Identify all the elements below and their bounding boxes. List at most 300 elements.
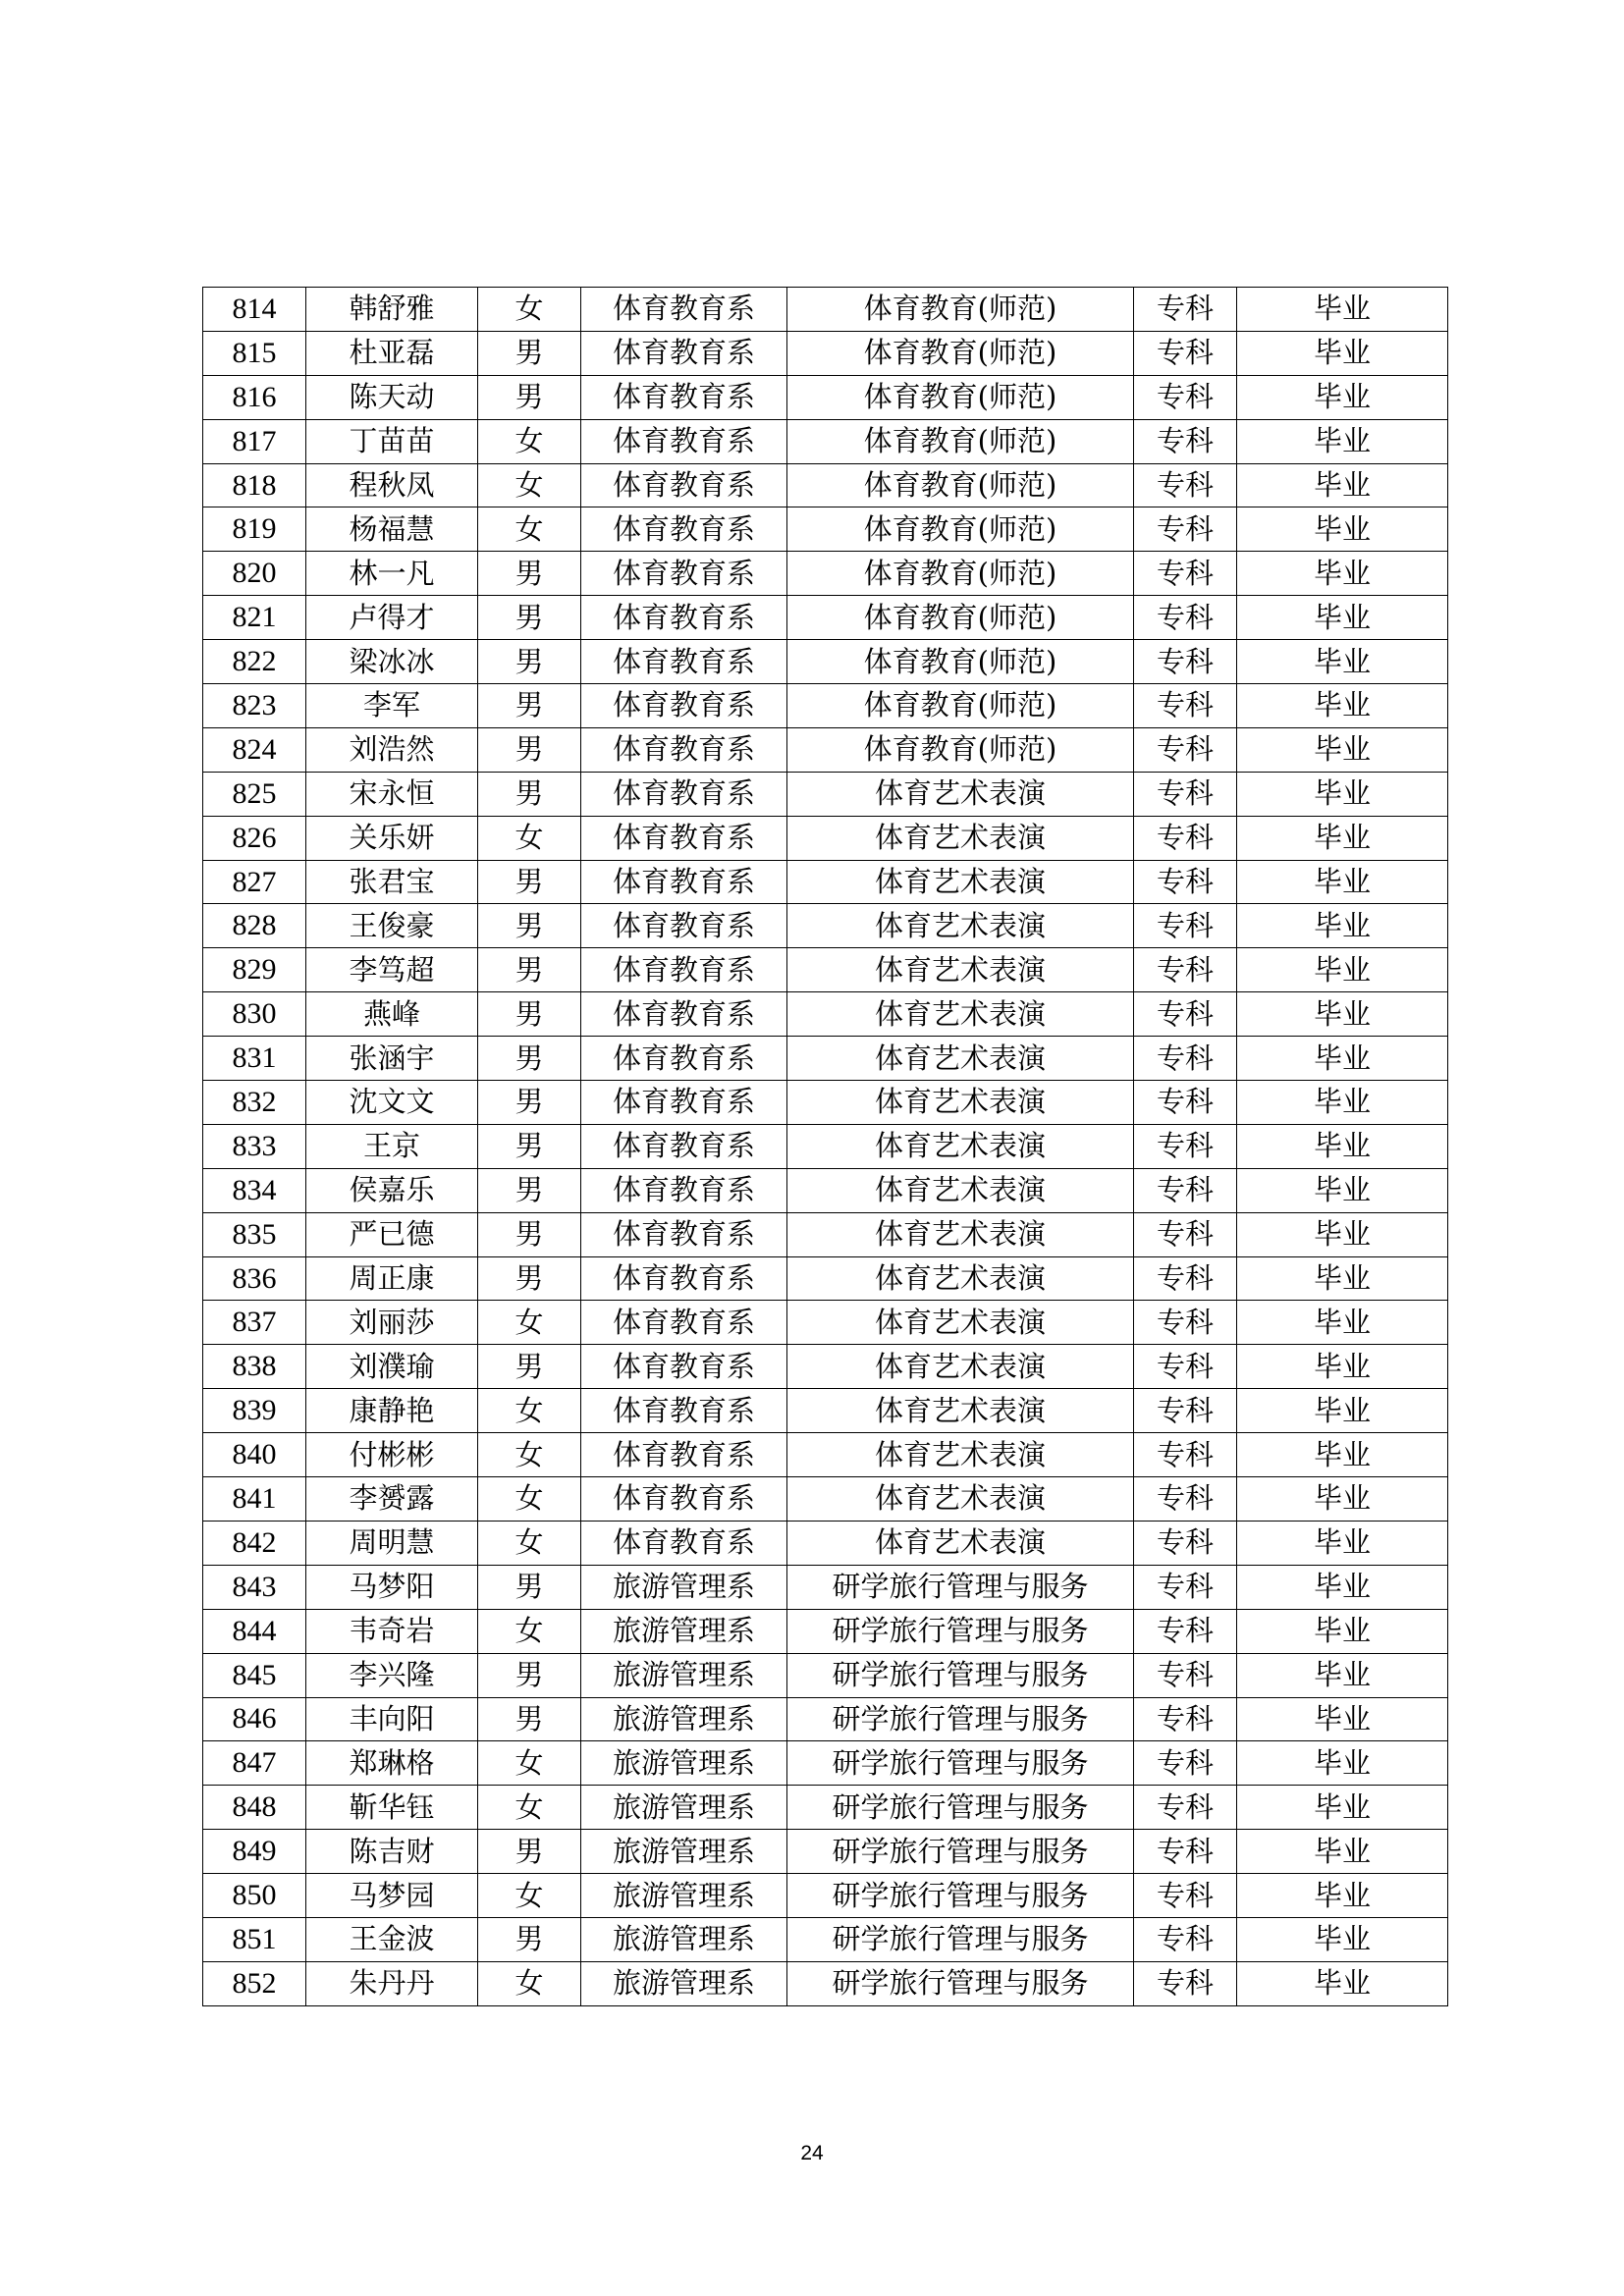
graduation-status-cell: 毕业: [1237, 1124, 1448, 1168]
education-level-cell: 专科: [1134, 375, 1237, 419]
student-name-cell: 刘濮瑜: [306, 1345, 478, 1389]
gender-cell: 男: [478, 860, 581, 904]
major-cell: 体育教育(师范): [787, 596, 1134, 640]
table-row: [203, 552, 1448, 596]
table-row: [203, 860, 1448, 904]
department-cell: 旅游管理系: [581, 1697, 787, 1741]
student-name-cell: 侯嘉乐: [306, 1168, 478, 1212]
table-row: [203, 507, 1448, 552]
graduation-status-cell: 毕业: [1237, 1786, 1448, 1830]
student-name-cell: 刘丽莎: [306, 1301, 478, 1345]
graduation-status-cell: 毕业: [1237, 1830, 1448, 1874]
gender-cell: 女: [478, 1961, 581, 2005]
student-number-cell: 814: [203, 288, 306, 332]
graduation-status-cell: 毕业: [1237, 552, 1448, 596]
student-name-cell: 严已德: [306, 1212, 478, 1256]
education-level-cell: 专科: [1134, 1874, 1237, 1918]
department-cell: 体育教育系: [581, 1389, 787, 1433]
education-level-cell: 专科: [1134, 288, 1237, 332]
graduation-status-cell: 毕业: [1237, 1168, 1448, 1212]
gender-cell: 男: [478, 1697, 581, 1741]
education-level-cell: 专科: [1134, 1433, 1237, 1477]
major-cell: 体育艺术表演: [787, 1433, 1134, 1477]
student-name-cell: 马梦阳: [306, 1565, 478, 1609]
department-cell: 体育教育系: [581, 727, 787, 772]
education-level-cell: 专科: [1134, 419, 1237, 463]
student-name-cell: 丁苗苗: [306, 419, 478, 463]
gender-cell: 男: [478, 727, 581, 772]
student-name-cell: 李笃超: [306, 948, 478, 992]
graduation-status-cell: 毕业: [1237, 1961, 1448, 2005]
table-row: [203, 1168, 1448, 1212]
graduation-status-cell: 毕业: [1237, 1697, 1448, 1741]
student-name-cell: 丰向阳: [306, 1697, 478, 1741]
department-cell: 旅游管理系: [581, 1653, 787, 1697]
gender-cell: 女: [478, 1609, 581, 1653]
table-row: [203, 1874, 1448, 1918]
major-cell: 体育艺术表演: [787, 992, 1134, 1037]
graduation-status-cell: 毕业: [1237, 1741, 1448, 1786]
graduation-status-cell: 毕业: [1237, 772, 1448, 816]
table-row: [203, 288, 1448, 332]
student-name-cell: 燕峰: [306, 992, 478, 1037]
graduation-status-cell: 毕业: [1237, 860, 1448, 904]
department-cell: 体育教育系: [581, 1477, 787, 1522]
gender-cell: 女: [478, 1874, 581, 1918]
graduation-status-cell: 毕业: [1237, 596, 1448, 640]
major-cell: 体育艺术表演: [787, 1345, 1134, 1389]
graduation-status-cell: 毕业: [1237, 1256, 1448, 1301]
education-level-cell: 专科: [1134, 816, 1237, 860]
graduation-status-cell: 毕业: [1237, 1565, 1448, 1609]
student-name-cell: 李赟露: [306, 1477, 478, 1522]
major-cell: 研学旅行管理与服务: [787, 1874, 1134, 1918]
student-name-cell: 靳华钰: [306, 1786, 478, 1830]
department-cell: 体育教育系: [581, 904, 787, 948]
student-name-cell: 周明慧: [306, 1521, 478, 1565]
major-cell: 研学旅行管理与服务: [787, 1786, 1134, 1830]
student-number-cell: 834: [203, 1168, 306, 1212]
student-number-cell: 818: [203, 463, 306, 507]
table-row: [203, 463, 1448, 507]
department-cell: 旅游管理系: [581, 1609, 787, 1653]
table-row: [203, 727, 1448, 772]
student-number-cell: 823: [203, 684, 306, 728]
major-cell: 体育艺术表演: [787, 816, 1134, 860]
table-row: [203, 1786, 1448, 1830]
department-cell: 体育教育系: [581, 288, 787, 332]
department-cell: 体育教育系: [581, 1345, 787, 1389]
department-cell: 体育教育系: [581, 992, 787, 1037]
student-name-cell: 陈天动: [306, 375, 478, 419]
student-number-cell: 842: [203, 1521, 306, 1565]
major-cell: 体育艺术表演: [787, 1389, 1134, 1433]
student-name-cell: 马梦园: [306, 1874, 478, 1918]
student-name-cell: 卢得才: [306, 596, 478, 640]
gender-cell: 男: [478, 992, 581, 1037]
department-cell: 体育教育系: [581, 684, 787, 728]
student-number-cell: 843: [203, 1565, 306, 1609]
graduation-status-cell: 毕业: [1237, 640, 1448, 684]
table-row: [203, 1256, 1448, 1301]
student-number-cell: 848: [203, 1786, 306, 1830]
education-level-cell: 专科: [1134, 1477, 1237, 1522]
education-level-cell: 专科: [1134, 1168, 1237, 1212]
gender-cell: 女: [478, 1786, 581, 1830]
gender-cell: 女: [478, 1301, 581, 1345]
department-cell: 体育教育系: [581, 596, 787, 640]
student-number-cell: 835: [203, 1212, 306, 1256]
education-level-cell: 专科: [1134, 463, 1237, 507]
education-level-cell: 专科: [1134, 1389, 1237, 1433]
table-row: [203, 1917, 1448, 1961]
major-cell: 研学旅行管理与服务: [787, 1741, 1134, 1786]
gender-cell: 男: [478, 948, 581, 992]
student-number-cell: 815: [203, 331, 306, 375]
major-cell: 体育教育(师范): [787, 463, 1134, 507]
major-cell: 体育艺术表演: [787, 1212, 1134, 1256]
table-row: [203, 1081, 1448, 1125]
student-number-cell: 828: [203, 904, 306, 948]
education-level-cell: 专科: [1134, 1609, 1237, 1653]
department-cell: 体育教育系: [581, 1433, 787, 1477]
major-cell: 体育教育(师范): [787, 331, 1134, 375]
major-cell: 体育教育(师范): [787, 684, 1134, 728]
gender-cell: 男: [478, 552, 581, 596]
major-cell: 体育艺术表演: [787, 1037, 1134, 1081]
gender-cell: 男: [478, 1037, 581, 1081]
table-row: [203, 992, 1448, 1037]
gender-cell: 男: [478, 1830, 581, 1874]
graduation-status-cell: 毕业: [1237, 1609, 1448, 1653]
graduation-status-cell: 毕业: [1237, 684, 1448, 728]
student-name-cell: 郑琳格: [306, 1741, 478, 1786]
graduation-status-cell: 毕业: [1237, 1477, 1448, 1522]
gender-cell: 男: [478, 1565, 581, 1609]
student-number-cell: 836: [203, 1256, 306, 1301]
graduation-status-cell: 毕业: [1237, 727, 1448, 772]
student-number-cell: 849: [203, 1830, 306, 1874]
major-cell: 体育艺术表演: [787, 1081, 1134, 1125]
student-name-cell: 周正康: [306, 1256, 478, 1301]
graduation-status-cell: 毕业: [1237, 1653, 1448, 1697]
roster-table-body: [203, 288, 1448, 2006]
student-name-cell: 杜亚磊: [306, 331, 478, 375]
gender-cell: 女: [478, 1433, 581, 1477]
graduation-status-cell: 毕业: [1237, 992, 1448, 1037]
student-name-cell: 陈吉财: [306, 1830, 478, 1874]
major-cell: 体育艺术表演: [787, 772, 1134, 816]
table-row: [203, 640, 1448, 684]
student-name-cell: 王金波: [306, 1917, 478, 1961]
education-level-cell: 专科: [1134, 860, 1237, 904]
table-row: [203, 684, 1448, 728]
department-cell: 体育教育系: [581, 552, 787, 596]
education-level-cell: 专科: [1134, 948, 1237, 992]
education-level-cell: 专科: [1134, 1212, 1237, 1256]
student-number-cell: 833: [203, 1124, 306, 1168]
gender-cell: 女: [478, 1521, 581, 1565]
major-cell: 体育艺术表演: [787, 948, 1134, 992]
table-row: [203, 1521, 1448, 1565]
student-number-cell: 840: [203, 1433, 306, 1477]
department-cell: 体育教育系: [581, 507, 787, 552]
student-number-cell: 839: [203, 1389, 306, 1433]
student-name-cell: 宋永恒: [306, 772, 478, 816]
student-name-cell: 林一凡: [306, 552, 478, 596]
table-row: [203, 1389, 1448, 1433]
major-cell: 体育教育(师范): [787, 419, 1134, 463]
student-number-cell: 824: [203, 727, 306, 772]
table-row: [203, 1697, 1448, 1741]
education-level-cell: 专科: [1134, 727, 1237, 772]
student-name-cell: 李军: [306, 684, 478, 728]
student-number-cell: 821: [203, 596, 306, 640]
table-row: [203, 1961, 1448, 2005]
department-cell: 体育教育系: [581, 331, 787, 375]
education-level-cell: 专科: [1134, 1521, 1237, 1565]
department-cell: 体育教育系: [581, 419, 787, 463]
student-name-cell: 朱丹丹: [306, 1961, 478, 2005]
education-level-cell: 专科: [1134, 684, 1237, 728]
department-cell: 旅游管理系: [581, 1741, 787, 1786]
student-name-cell: 康静艳: [306, 1389, 478, 1433]
major-cell: 体育艺术表演: [787, 1477, 1134, 1522]
department-cell: 体育教育系: [581, 1256, 787, 1301]
major-cell: 体育教育(师范): [787, 727, 1134, 772]
major-cell: 体育艺术表演: [787, 860, 1134, 904]
graduation-status-cell: 毕业: [1237, 1917, 1448, 1961]
graduation-status-cell: 毕业: [1237, 948, 1448, 992]
student-number-cell: 825: [203, 772, 306, 816]
gender-cell: 男: [478, 1124, 581, 1168]
graduation-status-cell: 毕业: [1237, 507, 1448, 552]
department-cell: 体育教育系: [581, 1124, 787, 1168]
major-cell: 研学旅行管理与服务: [787, 1609, 1134, 1653]
major-cell: 研学旅行管理与服务: [787, 1653, 1134, 1697]
major-cell: 体育艺术表演: [787, 1124, 1134, 1168]
education-level-cell: 专科: [1134, 640, 1237, 684]
gender-cell: 男: [478, 375, 581, 419]
gender-cell: 女: [478, 463, 581, 507]
education-level-cell: 专科: [1134, 1917, 1237, 1961]
education-level-cell: 专科: [1134, 507, 1237, 552]
table-row: [203, 1830, 1448, 1874]
table-row: [203, 1345, 1448, 1389]
student-name-cell: 张涵宇: [306, 1037, 478, 1081]
student-number-cell: 852: [203, 1961, 306, 2005]
education-level-cell: 专科: [1134, 1786, 1237, 1830]
department-cell: 旅游管理系: [581, 1786, 787, 1830]
student-number-cell: 830: [203, 992, 306, 1037]
student-number-cell: 826: [203, 816, 306, 860]
graduation-status-cell: 毕业: [1237, 816, 1448, 860]
education-level-cell: 专科: [1134, 1345, 1237, 1389]
graduation-status-cell: 毕业: [1237, 1521, 1448, 1565]
major-cell: 体育艺术表演: [787, 1256, 1134, 1301]
department-cell: 体育教育系: [581, 1301, 787, 1345]
table-row: [203, 1212, 1448, 1256]
gender-cell: 男: [478, 1345, 581, 1389]
table-row: [203, 1609, 1448, 1653]
education-level-cell: 专科: [1134, 992, 1237, 1037]
education-level-cell: 专科: [1134, 1653, 1237, 1697]
major-cell: 体育教育(师范): [787, 552, 1134, 596]
gender-cell: 女: [478, 1389, 581, 1433]
department-cell: 体育教育系: [581, 1212, 787, 1256]
education-level-cell: 专科: [1134, 1124, 1237, 1168]
department-cell: 旅游管理系: [581, 1565, 787, 1609]
department-cell: 旅游管理系: [581, 1961, 787, 2005]
education-level-cell: 专科: [1134, 596, 1237, 640]
gender-cell: 男: [478, 772, 581, 816]
major-cell: 体育艺术表演: [787, 1168, 1134, 1212]
major-cell: 研学旅行管理与服务: [787, 1830, 1134, 1874]
major-cell: 体育艺术表演: [787, 1521, 1134, 1565]
gender-cell: 女: [478, 1741, 581, 1786]
department-cell: 旅游管理系: [581, 1917, 787, 1961]
department-cell: 体育教育系: [581, 860, 787, 904]
gender-cell: 男: [478, 1917, 581, 1961]
education-level-cell: 专科: [1134, 1830, 1237, 1874]
graduation-status-cell: 毕业: [1237, 288, 1448, 332]
student-number-cell: 837: [203, 1301, 306, 1345]
student-name-cell: 刘浩然: [306, 727, 478, 772]
education-level-cell: 专科: [1134, 1081, 1237, 1125]
table-row: [203, 331, 1448, 375]
major-cell: 体育教育(师范): [787, 375, 1134, 419]
gender-cell: 男: [478, 684, 581, 728]
department-cell: 旅游管理系: [581, 1874, 787, 1918]
gender-cell: 男: [478, 331, 581, 375]
major-cell: 体育教育(师范): [787, 288, 1134, 332]
graduation-status-cell: 毕业: [1237, 419, 1448, 463]
department-cell: 体育教育系: [581, 640, 787, 684]
graduation-status-cell: 毕业: [1237, 1212, 1448, 1256]
table-row: [203, 1301, 1448, 1345]
graduation-status-cell: 毕业: [1237, 1874, 1448, 1918]
student-name-cell: 沈文文: [306, 1081, 478, 1125]
major-cell: 体育教育(师范): [787, 640, 1134, 684]
education-level-cell: 专科: [1134, 904, 1237, 948]
gender-cell: 男: [478, 596, 581, 640]
table-row: [203, 375, 1448, 419]
student-number-cell: 827: [203, 860, 306, 904]
department-cell: 体育教育系: [581, 1168, 787, 1212]
table-row: [203, 1565, 1448, 1609]
education-level-cell: 专科: [1134, 552, 1237, 596]
table-row: [203, 1433, 1448, 1477]
page-number: 24: [800, 2142, 824, 2164]
graduate-roster-table: [202, 287, 1448, 2006]
gender-cell: 女: [478, 1477, 581, 1522]
graduation-status-cell: 毕业: [1237, 1081, 1448, 1125]
education-level-cell: 专科: [1134, 1256, 1237, 1301]
student-name-cell: 杨福慧: [306, 507, 478, 552]
department-cell: 体育教育系: [581, 1521, 787, 1565]
student-number-cell: 845: [203, 1653, 306, 1697]
student-number-cell: 838: [203, 1345, 306, 1389]
table-row: [203, 419, 1448, 463]
student-name-cell: 李兴隆: [306, 1653, 478, 1697]
education-level-cell: 专科: [1134, 1037, 1237, 1081]
graduation-status-cell: 毕业: [1237, 1301, 1448, 1345]
gender-cell: 女: [478, 507, 581, 552]
student-number-cell: 846: [203, 1697, 306, 1741]
education-level-cell: 专科: [1134, 1565, 1237, 1609]
gender-cell: 男: [478, 1256, 581, 1301]
student-name-cell: 关乐妍: [306, 816, 478, 860]
table-row: [203, 1124, 1448, 1168]
table-row: [203, 1477, 1448, 1522]
gender-cell: 男: [478, 1653, 581, 1697]
student-number-cell: 850: [203, 1874, 306, 1918]
gender-cell: 男: [478, 1081, 581, 1125]
education-level-cell: 专科: [1134, 1741, 1237, 1786]
student-number-cell: 829: [203, 948, 306, 992]
gender-cell: 男: [478, 640, 581, 684]
education-level-cell: 专科: [1134, 331, 1237, 375]
major-cell: 体育教育(师范): [787, 507, 1134, 552]
gender-cell: 女: [478, 816, 581, 860]
major-cell: 体育艺术表演: [787, 904, 1134, 948]
student-number-cell: 831: [203, 1037, 306, 1081]
student-number-cell: 819: [203, 507, 306, 552]
student-number-cell: 844: [203, 1609, 306, 1653]
graduation-status-cell: 毕业: [1237, 331, 1448, 375]
student-number-cell: 816: [203, 375, 306, 419]
student-number-cell: 851: [203, 1917, 306, 1961]
gender-cell: 男: [478, 1168, 581, 1212]
major-cell: 研学旅行管理与服务: [787, 1565, 1134, 1609]
graduation-status-cell: 毕业: [1237, 375, 1448, 419]
student-name-cell: 韩舒雅: [306, 288, 478, 332]
department-cell: 体育教育系: [581, 1081, 787, 1125]
graduation-status-cell: 毕业: [1237, 1037, 1448, 1081]
student-number-cell: 817: [203, 419, 306, 463]
gender-cell: 男: [478, 1212, 581, 1256]
student-name-cell: 程秋凤: [306, 463, 478, 507]
student-number-cell: 841: [203, 1477, 306, 1522]
department-cell: 体育教育系: [581, 375, 787, 419]
graduation-status-cell: 毕业: [1237, 1433, 1448, 1477]
table-row: [203, 596, 1448, 640]
student-number-cell: 822: [203, 640, 306, 684]
table-row: [203, 904, 1448, 948]
student-name-cell: 付彬彬: [306, 1433, 478, 1477]
education-level-cell: 专科: [1134, 772, 1237, 816]
student-name-cell: 韦奇岩: [306, 1609, 478, 1653]
graduation-status-cell: 毕业: [1237, 904, 1448, 948]
table-row: [203, 1037, 1448, 1081]
department-cell: 体育教育系: [581, 816, 787, 860]
student-number-cell: 832: [203, 1081, 306, 1125]
department-cell: 旅游管理系: [581, 1830, 787, 1874]
student-name-cell: 王京: [306, 1124, 478, 1168]
education-level-cell: 专科: [1134, 1961, 1237, 2005]
student-number-cell: 820: [203, 552, 306, 596]
student-number-cell: 847: [203, 1741, 306, 1786]
major-cell: 研学旅行管理与服务: [787, 1917, 1134, 1961]
student-name-cell: 梁冰冰: [306, 640, 478, 684]
graduation-status-cell: 毕业: [1237, 463, 1448, 507]
education-level-cell: 专科: [1134, 1697, 1237, 1741]
graduation-status-cell: 毕业: [1237, 1345, 1448, 1389]
student-name-cell: 张君宝: [306, 860, 478, 904]
department-cell: 体育教育系: [581, 772, 787, 816]
major-cell: 体育艺术表演: [787, 1301, 1134, 1345]
table-row: [203, 772, 1448, 816]
